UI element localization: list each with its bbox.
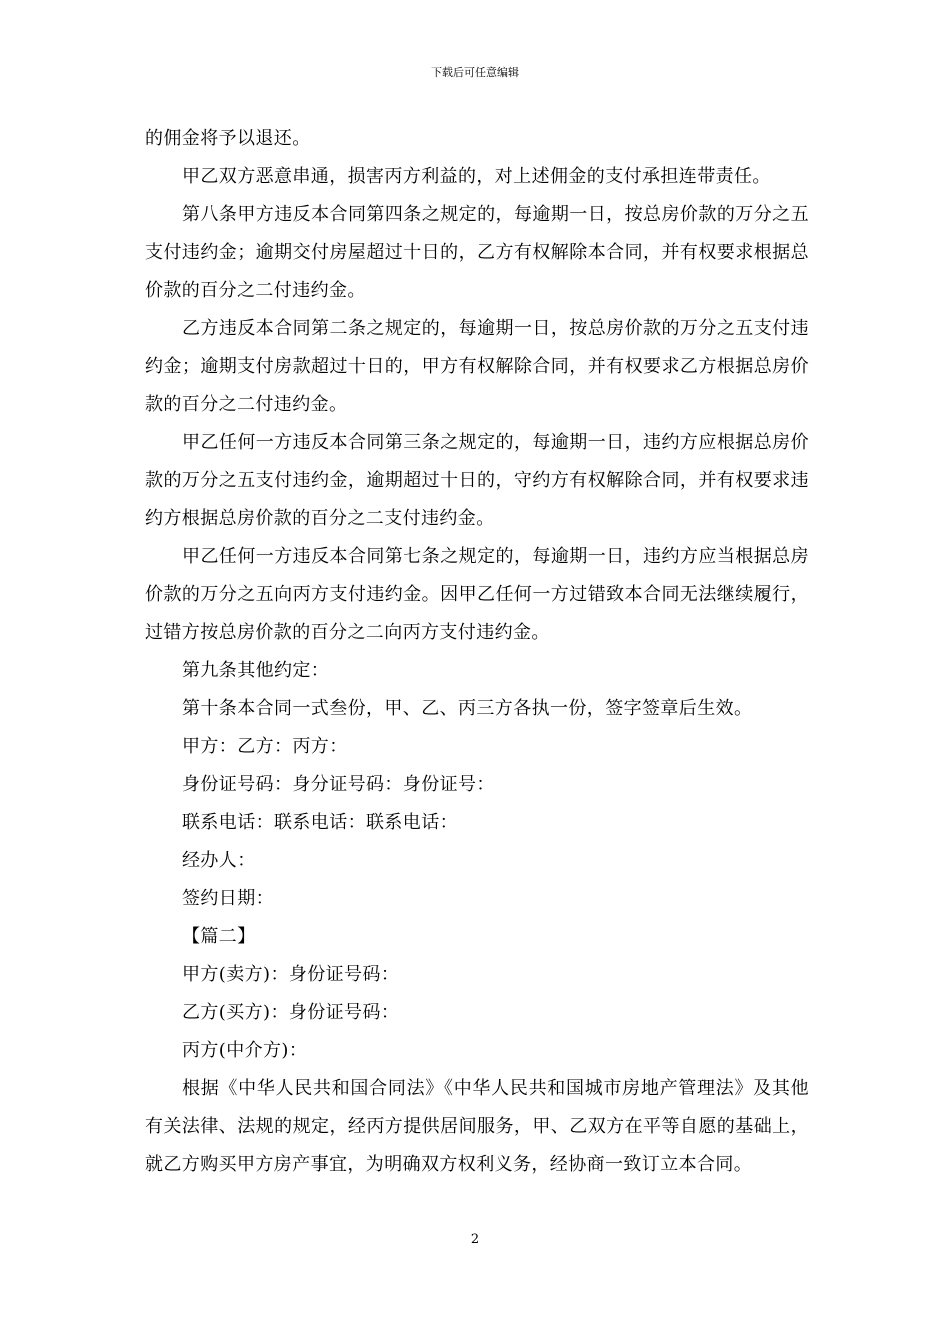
paragraph: 的佣金将予以退还。: [145, 128, 311, 149]
paragraph: 甲方(卖方)：身份证号码：: [182, 964, 400, 985]
paragraph: 丙方(中介方)：: [182, 1040, 308, 1061]
page-number: 2: [470, 1232, 480, 1247]
paragraph: 第十条本合同一式叁份，甲、乙、丙三方各执一份，签字签章后生效。: [182, 698, 753, 719]
paragraph: 甲方：乙方：丙方：: [182, 736, 348, 757]
paragraph: 甲乙任何一方违反本合同第七条之规定的，每逾期一日，违约方应当根据总房价款的万分之五向丙方支付违约金。因甲乙任何一方过错致本合同无法继续履行，过错方按总房价款的百分之二向丙方支付违约金。: [145, 546, 809, 643]
paragraph: 甲乙双方恶意串通，损害丙方利益的，对上述佣金的支付承担连带责任。: [182, 166, 771, 187]
paragraph: 第九条其他约定：: [182, 660, 330, 681]
paragraph: 第八条甲方违反本合同第四条之规定的，每逾期一日，按总房价款的万分之五支付违约金；逾期交付房屋超过十日的，乙方有权解除本合同，并有权要求根据总价款的百分之二付违约金。: [145, 204, 809, 301]
document-body: [145, 120, 809, 1184]
paragraph: 经办人：: [182, 850, 256, 871]
paragraph: 身份证号码：身分证号码：身份证号：: [182, 774, 495, 795]
paragraph: 甲乙任何一方违反本合同第三条之规定的，每逾期一日，违约方应根据总房价款的万分之五支付违约金，逾期超过十日的，守约方有权解除合同，并有权要求违约方根据总房价款的百分之二支付违约金。: [145, 432, 809, 529]
paragraph: 乙方(买方)：身份证号码：: [182, 1002, 400, 1023]
paragraph: 乙方违反本合同第二条之规定的，每逾期一日，按总房价款的万分之五支付违约金；逾期支付房款超过十日的，甲方有权解除合同，并有权要求乙方根据总房价款的百分之二付违约金。: [145, 318, 809, 415]
paragraph: 根据《中华人民共和国合同法》《中华人民共和国城市房地产管理法》及其他有关法律、法规的规定，经丙方提供居间服务，甲、乙双方在平等自愿的基础上，就乙方购买甲方房产事宜，为明确双方权利义务，经协商一致订立本合同。: [145, 1078, 809, 1175]
page-header: 下载后可任意编辑: [431, 66, 519, 79]
paragraph: 联系电话：联系电话：联系电话：: [182, 812, 458, 833]
section-heading: 【篇二】: [182, 926, 256, 947]
paragraph: 签约日期：: [182, 888, 274, 909]
